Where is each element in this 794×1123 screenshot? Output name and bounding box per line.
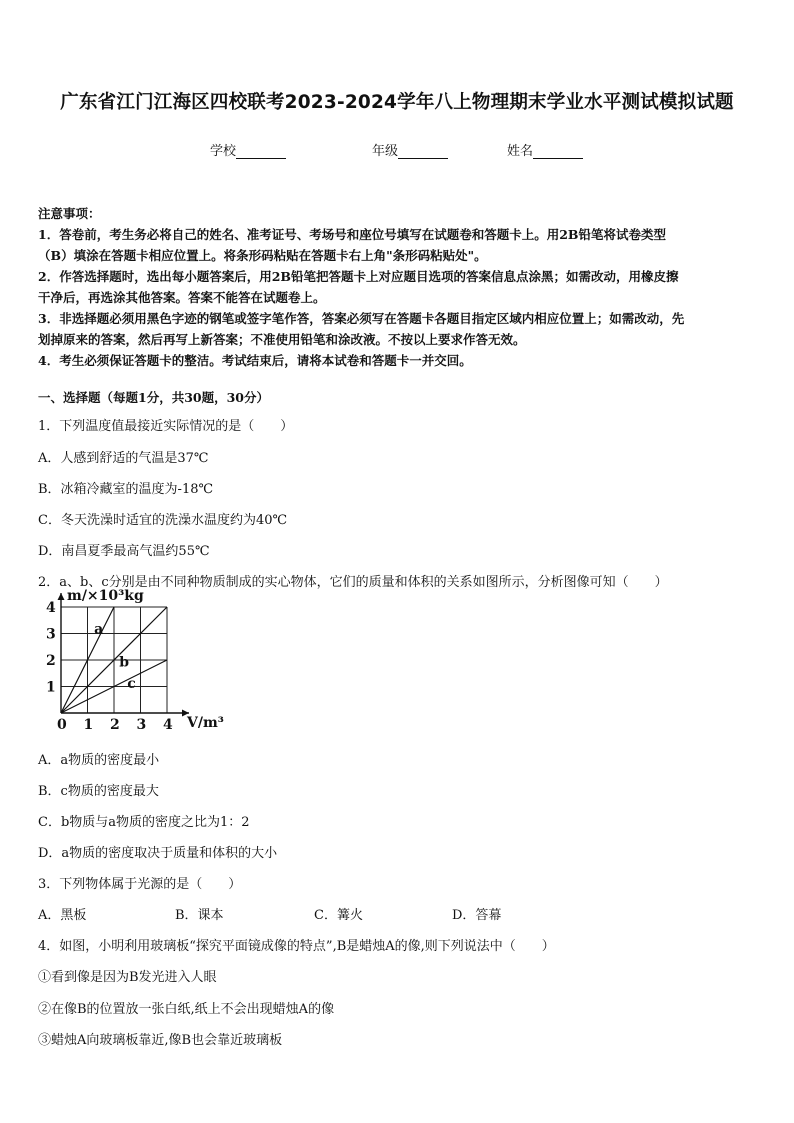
x-axis-title: V/m³ [187, 715, 224, 731]
q3-option-c[interactable]: C．篝火 [314, 908, 363, 923]
note-line: 1．答卷前，考生务必将自己的姓名、准考证号、考场号和座位号填写在试题卷和答题卡上。用2B铅笔将试卷类型 [38, 227, 666, 242]
series-label-b: b [119, 654, 130, 671]
q3-option-d[interactable]: D．答幕 [452, 908, 502, 923]
page-title: 广东省江门江海区四校联考2023-2024学年八上物理期末学业水平测试模拟试题 [60, 92, 734, 113]
y-tick-label: 3 [46, 626, 56, 643]
x-tick-label: 2 [110, 717, 120, 733]
q4-statement-2: ②在像B的位置放一张白纸,纸上不会出现蜡烛A的像 [38, 1002, 335, 1017]
y-tick-label: 4 [46, 600, 56, 616]
name-label: 姓名 [507, 144, 534, 159]
q2-option-b[interactable]: B．c物质的密度最大 [38, 784, 159, 799]
note-line: 4．考生必须保证答题卡的整洁。考试结束后，请将本试卷和答题卡一并交回。 [38, 353, 472, 368]
y-axis-title: m/×10³kg [67, 588, 144, 604]
school-field [210, 140, 286, 159]
x-tick-label: 3 [136, 717, 147, 733]
q4-statement-3: ③蜡烛A向玻璃板靠近,像B也会靠近玻璃板 [38, 1033, 283, 1048]
q2-option-a[interactable]: A．a物质的密度最小 [38, 753, 160, 768]
note-line: 划掉原来的答案，然后再写上新答案；不准使用铅笔和涂改液。不按以上要求作答无效。 [38, 332, 526, 347]
series-label-c: c [127, 675, 136, 692]
q3-option-a[interactable]: A．黑板 [38, 908, 87, 923]
note-line: （B）填涂在答题卡相应位置上。将条形码粘贴在答题卡右上角"条形码粘贴处"。 [38, 248, 487, 263]
name-blank[interactable] [533, 144, 583, 159]
q1-stem: 1．下列温度值最接近实际情况的是（ ） [38, 419, 294, 434]
note-line: 2．作答选择题时，选出每小题答案后，用2B铅笔把答题卡上对应题目选项的答案信息点涂黑；如需改动，用橡皮擦 [38, 269, 679, 284]
q2-option-c[interactable]: C．b物质与a物质的密度之比为1：2 [38, 815, 250, 830]
q1-option-b[interactable]: B．冰箱冷藏室的温度为-18℃ [38, 482, 214, 497]
y-tick-label: 2 [46, 653, 56, 669]
q3-option-b[interactable]: B．课本 [175, 908, 224, 923]
y-axis-arrow [58, 593, 65, 600]
q2-stem: 2．a、b、c分别是由不同种物质制成的实心物体，它们的质量和体积的关系如图所示，分析图像可知（ ） [38, 575, 668, 590]
q2-option-d[interactable]: D．a物质的密度取决于质量和体积的大小 [38, 846, 278, 861]
note-line: 干净后，再选涂其他答案。答案不能答在试题卷上。 [38, 290, 326, 305]
note-line: 3．非选择题必须用黑色字迹的钢笔或签字笔作答，答案必须写在答题卡各题目指定区域内相应位置上；如需改动，先 [38, 311, 685, 326]
x-tick-label: 0 [57, 717, 67, 733]
notes-heading: 注意事项： [38, 206, 101, 221]
y-tick-label: 1 [46, 679, 56, 696]
q1-option-d[interactable]: D．南昌夏季最高气温约55℃ [38, 544, 210, 559]
q1-option-a[interactable]: A．人感到舒适的气温是37℃ [38, 451, 209, 466]
q4-statement-1: ①看到像是因为B发光进入人眼 [38, 970, 217, 985]
notes-block [38, 203, 758, 371]
series-label-a: a [94, 621, 104, 638]
x-tick-label: 1 [83, 717, 94, 733]
q3-stem: 3．下列物体属于光源的是（ ） [38, 877, 242, 892]
section-title: 一、选择题（每题1分，共30题，30分） [38, 390, 269, 405]
grade-field [372, 140, 448, 159]
school-blank[interactable] [236, 144, 286, 159]
grade-blank[interactable] [398, 144, 448, 159]
name-field [507, 140, 583, 159]
grade-label: 年级 [372, 144, 399, 159]
mass-volume-graph [38, 588, 248, 740]
school-label: 学校 [210, 144, 237, 159]
q1-option-c[interactable]: C．冬天洗澡时适宜的洗澡水温度约为40℃ [38, 513, 288, 528]
q4-stem: 4．如图，小明利用玻璃板“探究平面镜成像的特点”,B是蜡烛A的像,则下列说法中（ ） [38, 939, 555, 954]
x-tick-label: 4 [163, 717, 173, 733]
